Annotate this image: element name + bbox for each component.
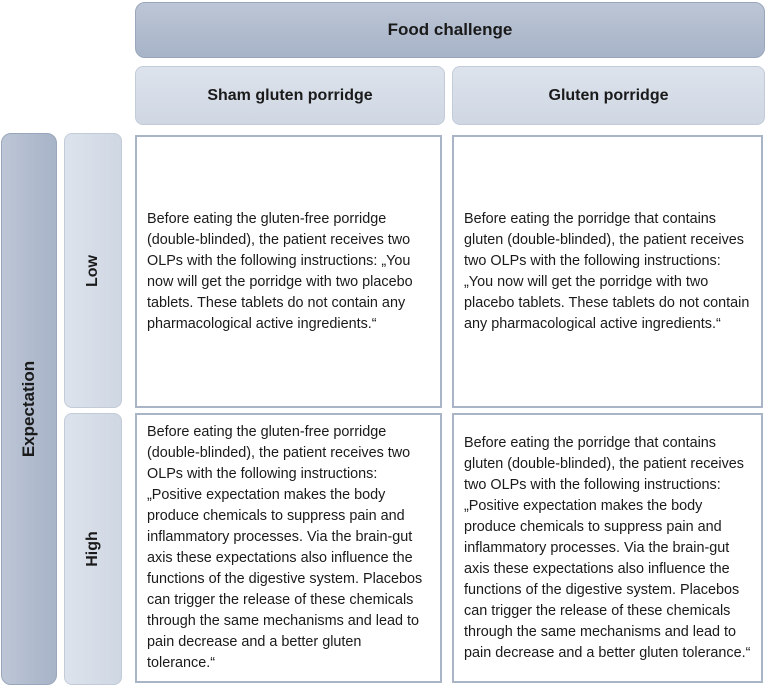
column-header-gluten: Gluten porridge bbox=[452, 66, 765, 125]
cell-high-sham bbox=[135, 413, 442, 683]
expectation-header bbox=[1, 133, 57, 685]
cell-high-gluten-text: Before eating the porridge that contains gluten (double-blinded), the patient receives two OLPs with the following instructions: „Positive expectation makes the body produce chemicals to suppress pain and inflammatory processes. Via the brain-gut axis these expectations also influence the functions of the digestive system. Placebos can trigger the release of these chemicals through the same mechanisms and lead to pain decrease and a better gluten tolerance.“ bbox=[464, 434, 751, 661]
expectation-label: Expectation bbox=[19, 360, 38, 458]
food-challenge-header: Food challenge bbox=[135, 2, 765, 58]
column-header-sham: Sham gluten porridge bbox=[135, 66, 445, 125]
cell-low-sham bbox=[135, 135, 442, 408]
cell-high-sham-text: Before eating the gluten-free porridge (double-blinded), the patient receives two OLPs with the following instructions: „Positive expectation makes the body produce chemicals to suppress pain and inflammatory processes. Via the brain-gut axis these expectations also influence the functions of the digestive system. Placebos can trigger the release of these chemicals through the same mechanisms and lead to pain decrease and a better gluten tolerance.“ bbox=[147, 424, 423, 671]
cell-low-sham-text: Before eating the gluten-free porridge (double-blinded), the patient receives two OLPs with the following instructions: „You now will get the porridge with two placebo tablets. These tablets do not contain any pharmacological active ingredients.“ bbox=[147, 210, 413, 332]
row-header-low bbox=[64, 133, 122, 408]
row-label-high: High bbox=[84, 531, 101, 567]
cell-low-gluten-text: Before eating the porridge that contains gluten (double-blinded), the patient receives two OLPs with the following instructions: „You now will get the porridge with two placebo tablets. These tablets do not contain any pharmacological active ingredients.“ bbox=[464, 210, 750, 332]
row-header-high bbox=[64, 413, 122, 685]
row-label-low: Low bbox=[84, 254, 101, 287]
cell-high-gluten bbox=[452, 413, 763, 683]
cell-low-gluten bbox=[452, 135, 763, 408]
